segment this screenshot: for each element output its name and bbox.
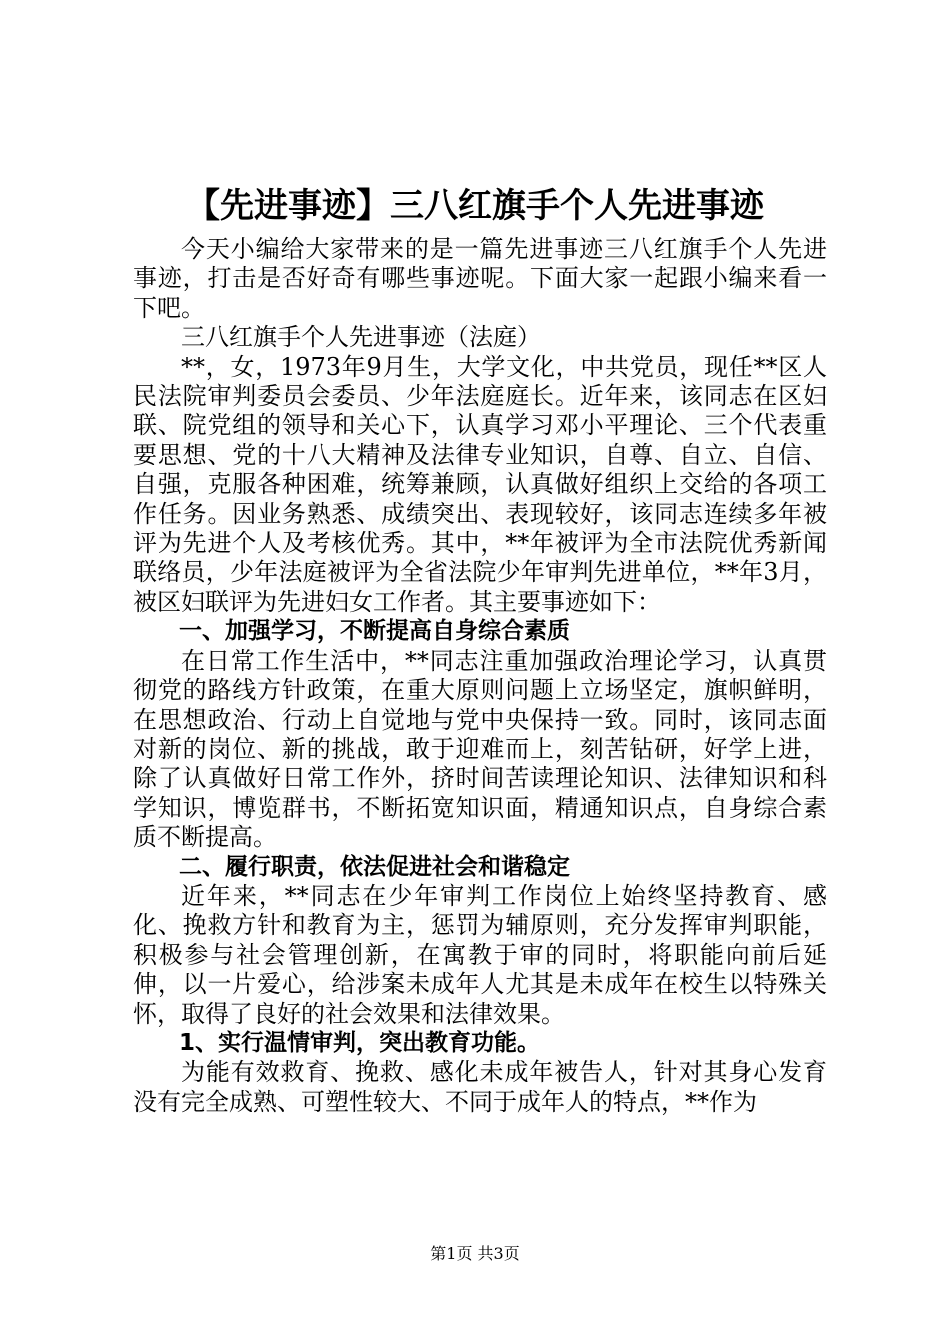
paragraph-profile: **，女，1973年9月生，大学文化，中共党员，现任**区人民法院审判委员会委员、少年法庭庭长。近年来，该同志在区妇联、院党组的领导和关心下，认真学习邓小平理论、三个代表重要思想、党的十八大精神及法律专业知识，自尊、自立、自信、自强，克服各种困难，统筹兼顾，认真做好组织上交给的各项工作任务。因业务熟悉、成绩突出、表现较好，该同志连续多年被评为先进个人及考核优秀。其中，**年被评为全市法院优秀新闻联络员，少年法庭被评为全省法院少年审判先进单位，**年3月，被区妇联评为先进妇女工作者。其主要事迹如下： xyxy=(133,352,827,616)
section-heading-2: 二、履行职责，依法促进社会和谐稳定 xyxy=(179,853,570,880)
page-footer: 第1页 共3页 xyxy=(430,1244,520,1263)
paragraph-subtitle: 三八红旗手个人先进事迹（法庭） xyxy=(181,323,541,352)
section-heading-1: 一、加强学习，不断提高自身综合素质 xyxy=(179,618,570,645)
paragraph-intro: 今天小编给大家带来的是一篇先进事迹三八红旗手个人先进事迹，打击是否好奇有哪些事迹呢。下面大家一起跟小编来看一下吧。 xyxy=(133,235,827,322)
paragraph-section-2: 近年来，**同志在少年审判工作岗位上始终坚持教育、感化、挽救方针和教育为主，惩罚为辅原则，充分发挥审判职能，积极参与社会管理创新，在寓教于审的同时，将职能向前后延伸，以一片爱心，给涉案未成年人尤其是未成年在校生以特殊关怀，取得了良好的社会效果和法律效果。 xyxy=(133,881,827,1028)
document-body xyxy=(133,235,827,1117)
paragraph-section-1: 在日常工作生活中，**同志注重加强政治理论学习，认真贯彻党的路线方针政策，在重大原则问题上立场坚定，旗帜鲜明，在思想政治、行动上自觉地与党中央保持一致。同时，该同志面对新的岗位、新的挑战，敢于迎难而上，刻苦钻研，好学上进，除了认真做好日常工作外，挤时间苦读理论知识、法律知识和科学知识，博览群书，不断拓宽知识面，精通知识点，自身综合素质不断提高。 xyxy=(133,646,827,852)
subsection-heading-1: 1、实行温情审判，突出教育功能。 xyxy=(179,1029,541,1056)
paragraph-subsection-1: 为能有效救育、挽救、感化未成年被告人，针对其身心发育没有完全成熟、可塑性较大、不同于成年人的特点，**作为 xyxy=(133,1058,827,1116)
document-title: 【先进事迹】三八红旗手个人先进事迹 xyxy=(186,186,764,226)
